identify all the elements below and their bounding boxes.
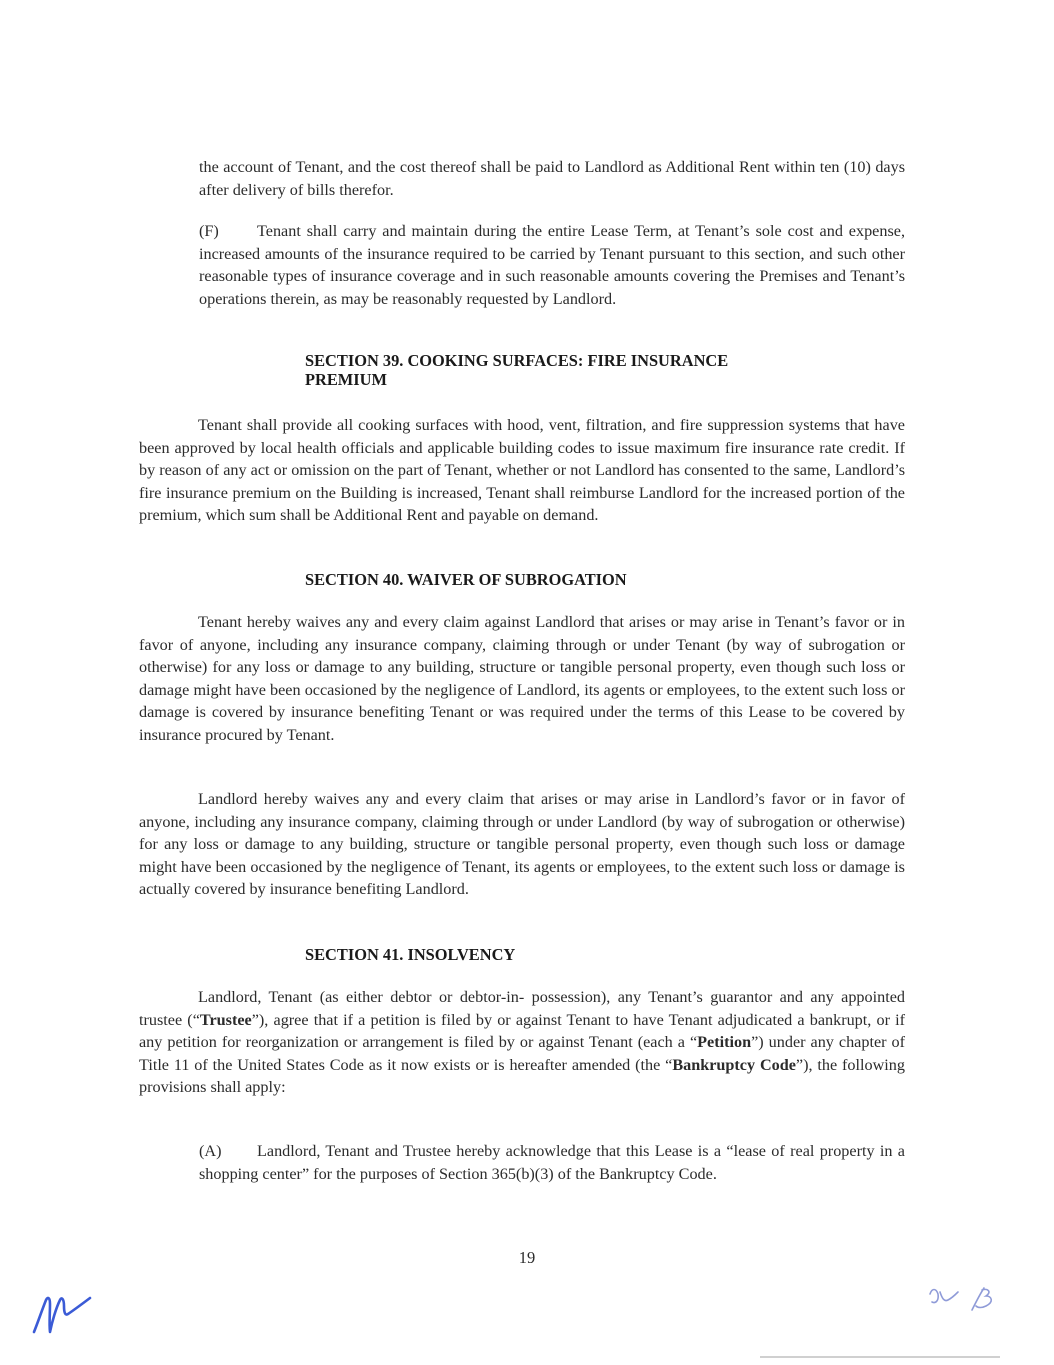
tenant-initials-signature: [28, 1282, 124, 1338]
section-40-body-1: Tenant hereby waives any and every claim against Landlord that arises or may arise in Tenant’s favor or in favor of anyone, including any insurance company, claiming through or under Tenant (by way of subrogation or otherwise) for any loss or damage to any building, structure or tangible personal property, even though such loss or damage might have been occasioned by the negligence of Landlord, its agents or employees, to the extent such loss or damage is covered by insurance benefiting Tenant or was required under the terms of this Lease to be covered by insurance procured by Tenant.: [139, 613, 905, 744]
paragraph-a-text: Landlord, Tenant and Trustee hereby acknowledge that this Lease is a “lease of real property in a shopping center” for the purposes of Section 365(b)(3) of the Bankruptcy Code.: [199, 1142, 905, 1183]
section-41-text-1: Landlord, Tenant (as either debtor or debtor-in- possession), any Tenant’s guarantor and any appointed trustee (“: [139, 988, 905, 1029]
section-39-heading-line2: PREMIUM: [305, 370, 387, 389]
paragraph-f-marker: (F): [199, 222, 219, 240]
page-number: 19: [518, 1248, 536, 1267]
continued-paragraph: the account of Tenant, and the cost thereof shall be paid to Landlord as Additional Rent within ten (10) days after delivery of bills therefor.: [199, 158, 905, 199]
paragraph-f-text: Tenant shall carry and maintain during the entire Lease Term, at Tenant’s sole cost and expense, increased amounts of the insurance required to be carried by Tenant pursuant to this section, and such other reasonable types of insurance coverage and in such reasonable amounts covering the Premises and Tenant’s operations therein, as may be reasonably requested by Landlord.: [199, 222, 905, 308]
section-39-heading-line1: SECTION 39. COOKING SURFACES: FIRE INSURANCE: [305, 351, 729, 370]
section-41-heading: SECTION 41. INSOLVENCY: [305, 945, 516, 964]
defined-term-bankruptcy-code: Bankruptcy Code: [672, 1055, 796, 1074]
paragraph-f: [199, 220, 905, 310]
bottom-edge-line: [760, 1356, 1000, 1358]
paragraph-a-marker: (A): [199, 1142, 222, 1160]
defined-term-petition: Petition: [697, 1033, 752, 1052]
section-40-heading: SECTION 40. WAIVER OF SUBROGATION: [305, 570, 627, 589]
section-39-heading: [305, 351, 905, 389]
section-39-body: Tenant shall provide all cooking surfaces with hood, vent, filtration, and fire suppression systems that have been approved by local health officials and applicable building codes to issue maximum fire insurance rate credit. If by reason of any act or omission on the part of Tenant, whether or not Landlord has consented to the same, Landlord’s fire insurance premium on the Building is increased, Tenant shall reimburse Landlord for the increased portion of the premium, which sum shall be Additional Rent and payable on demand.: [139, 416, 905, 525]
defined-term-trustee: Trustee: [199, 1010, 252, 1029]
section-41-text-2: ”), agree that if a petition is filed by or against Tenant to have Tenant adjudicated a bankrupt, or if any petition for reorganization or arrangement is filed by or against Tenant (each a “: [139, 1010, 905, 1052]
section-40-body-2: Landlord hereby waives any and every claim that arises or may arise in Landlord’s favor or in favor of anyone, including any insurance company, claiming through or under Landlord (by way of subrogation or otherwise) for any loss or damage to any building, structure or tangible personal property, even though such loss or damage might have been occasioned by the negligence of Tenant, its agents or employees, to the extent such loss or damage is actually covered by insurance benefiting Landlord.: [139, 790, 905, 899]
paragraph-a: [199, 1140, 905, 1185]
section-41-text-4: ”), the following provisions shall apply:: [139, 1055, 905, 1097]
section-41-text-3: ”) under any chapter of Title 11 of the United States Code as it now exists or is hereafter amended (the “: [139, 1033, 905, 1074]
section-41-body: [139, 986, 905, 1099]
landlord-initials-signature: [926, 1280, 1006, 1320]
